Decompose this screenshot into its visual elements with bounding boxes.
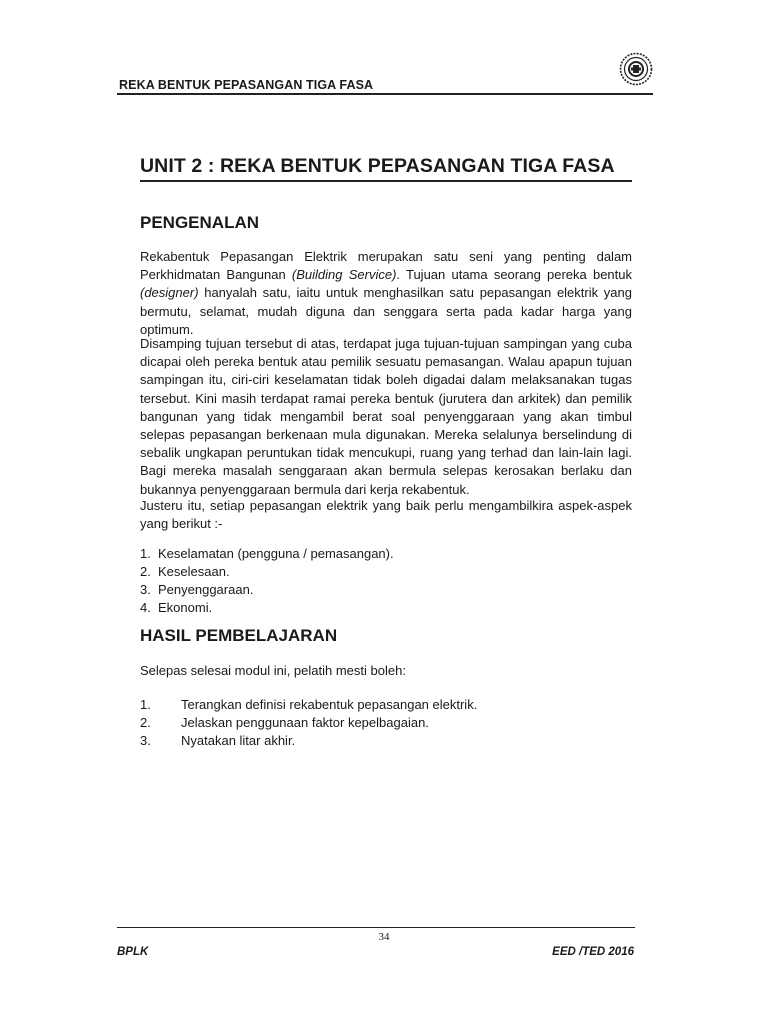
outcomes-list <box>140 696 477 750</box>
intro-paragraph-1: Rekabentuk Pepasangan Elektrik merupakan satu seni yang penting dalam Perkhidmatan Bangunan (Building Service). Tujuan utama seorang pereka bentuk (designer) hanyalah satu, iaitu untuk menghasilkan satu pepasangan elektrik yang bermutu, selamat, mudah diguna dan senggara serta pada kadar harga yang optimum. <box>140 249 633 337</box>
list-item: 1. Keselamatan (pengguna / pemasangan). <box>140 546 394 561</box>
unit-title-rule <box>140 180 632 182</box>
list-item: 3. Penyenggaraan. <box>140 582 254 597</box>
footer-left-label: BPLK <box>117 946 149 958</box>
footer-rule <box>117 927 635 928</box>
page-header <box>117 52 653 100</box>
outcomes-lead: Selepas selesai modul ini, pelatih mesti boleh: <box>140 663 406 678</box>
page-number: 34 <box>378 931 390 943</box>
section-heading-outcomes: HASIL PEMBELAJARAN <box>140 626 338 645</box>
intro-paragraph-3: Justeru itu, setiap pepasangan elektrik yang baik perlu mengambilkira aspek-aspek yang berikut :- <box>140 498 632 532</box>
list-item: 1. Terangkan definisi rekabentuk pepasangan elektrik. <box>140 697 478 712</box>
institution-seal-icon <box>619 52 653 86</box>
footer-right-label: EED /TED 2016 <box>552 946 634 958</box>
list-item: 3. Nyatakan litar akhir. <box>140 733 296 748</box>
section-heading-intro: PENGENALAN <box>140 213 260 232</box>
aspects-list <box>140 545 394 617</box>
unit-title: UNIT 2 : REKA BENTUK PEPASANGAN TIGA FASA <box>140 155 615 177</box>
header-title: REKA BENTUK PEPASANGAN TIGA FASA <box>119 78 374 92</box>
list-item: 2. Jelaskan penggunaan faktor kepelbagaian. <box>140 715 429 730</box>
list-item: 4. Ekonomi. <box>140 600 213 615</box>
intro-paragraph-2: Disamping tujuan tersebut di atas, terdapat juga tujuan-tujuan sampingan yang cuba dicapai oleh pereka bentuk atau pemilik sesuatu pemasangan. Walau apapun tujuan sampingan itu, ciri-ciri keselamatan tidak boleh digadai dalam melaksanakan tugas tersebut. Kini masih terdapat ramai pereka bentuk (jurutera dan arkitek) dan pemilik bangunan yang tidak mengambil berat soal penyenggaraan yang akan timbul selepas pepasangan berkenaan mula digunakan. Mereka selalunya berselindung di sebalik ungkapan peruntukan tidak mencukupi, ruang yang terhad dan lain-lain lagi. Bagi mereka masalah senggaraan akan bermula selepas kerosakan berlaku dan bukannya penyenggaraan bermula dari kerja rekabentuk. <box>140 336 632 497</box>
list-item: 2. Keselesaan. <box>140 564 230 579</box>
header-rule <box>117 93 653 95</box>
